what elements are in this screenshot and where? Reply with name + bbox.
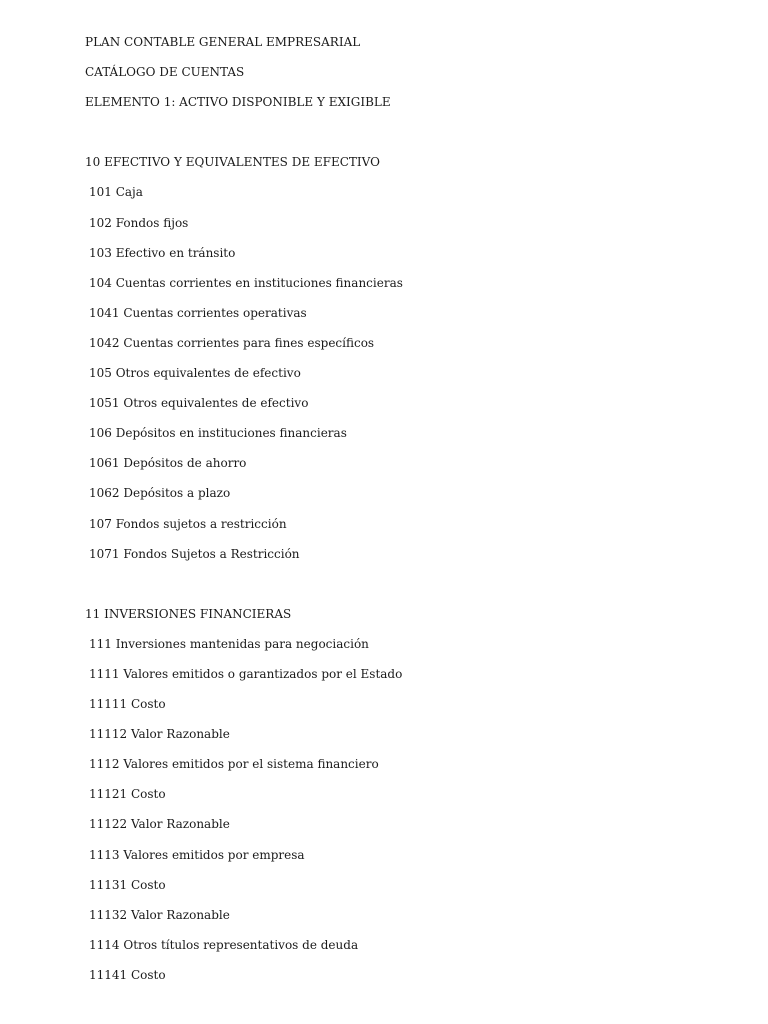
account-line: 1041 Cuentas corrientes operativas — [89, 305, 307, 320]
account-line: 1111 Valores emitidos o garantizados por el Estado — [89, 666, 403, 681]
account-line: 104 Cuentas corrientes en instituciones financieras — [89, 275, 403, 290]
account-line: 105 Otros equivalentes de efectivo — [89, 366, 301, 381]
section-heading: 11 INVERSIONES FINANCIERAS — [85, 606, 292, 621]
section-heading: 10 EFECTIVO Y EQUIVALENTES DE EFECTIVO — [85, 155, 380, 170]
spacer — [85, 576, 725, 606]
account-line: 111 Inversiones mantenidas para negociación — [89, 636, 369, 651]
account-line: 11112 Valor Razonable — [89, 727, 230, 742]
account-line: 103 Efectivo en tránsito — [89, 245, 236, 260]
account-line: 11132 Valor Razonable — [89, 907, 230, 922]
account-line: 11131 Costo — [89, 877, 166, 892]
document-page — [85, 34, 725, 997]
account-line: 1042 Cuentas corrientes para fines específicos — [89, 335, 375, 350]
account-line: 1061 Depósitos de ahorro — [89, 456, 247, 471]
account-line: 11121 Costo — [89, 787, 166, 802]
account-line: 102 Fondos fijos — [89, 215, 189, 230]
account-line: 1051 Otros equivalentes de efectivo — [89, 396, 309, 411]
account-line: 107 Fondos sujetos a restricción — [89, 516, 287, 531]
account-line: 11141 Costo — [89, 967, 166, 982]
document-subtitle: CATÁLOGO DE CUENTAS — [85, 65, 245, 80]
account-line: 106 Depósitos en instituciones financieras — [89, 426, 347, 441]
account-line: 1113 Valores emitidos por empresa — [89, 847, 305, 862]
account-line: 1062 Depósitos a plazo — [89, 486, 231, 501]
account-line: 11111 Costo — [89, 697, 166, 712]
document-title: PLAN CONTABLE GENERAL EMPRESARIAL — [85, 35, 361, 49]
account-line: 101 Caja — [89, 185, 143, 200]
account-line: 1071 Fondos Sujetos a Restricción — [89, 546, 300, 561]
element-heading: ELEMENTO 1: ACTIVO DISPONIBLE Y EXIGIBLE — [85, 95, 391, 110]
account-line: 11122 Valor Razonable — [89, 817, 230, 832]
account-line: 1114 Otros títulos representativos de deuda — [89, 937, 359, 952]
account-line: 1112 Valores emitidos por el sistema financiero — [89, 757, 379, 772]
spacer — [85, 124, 725, 154]
